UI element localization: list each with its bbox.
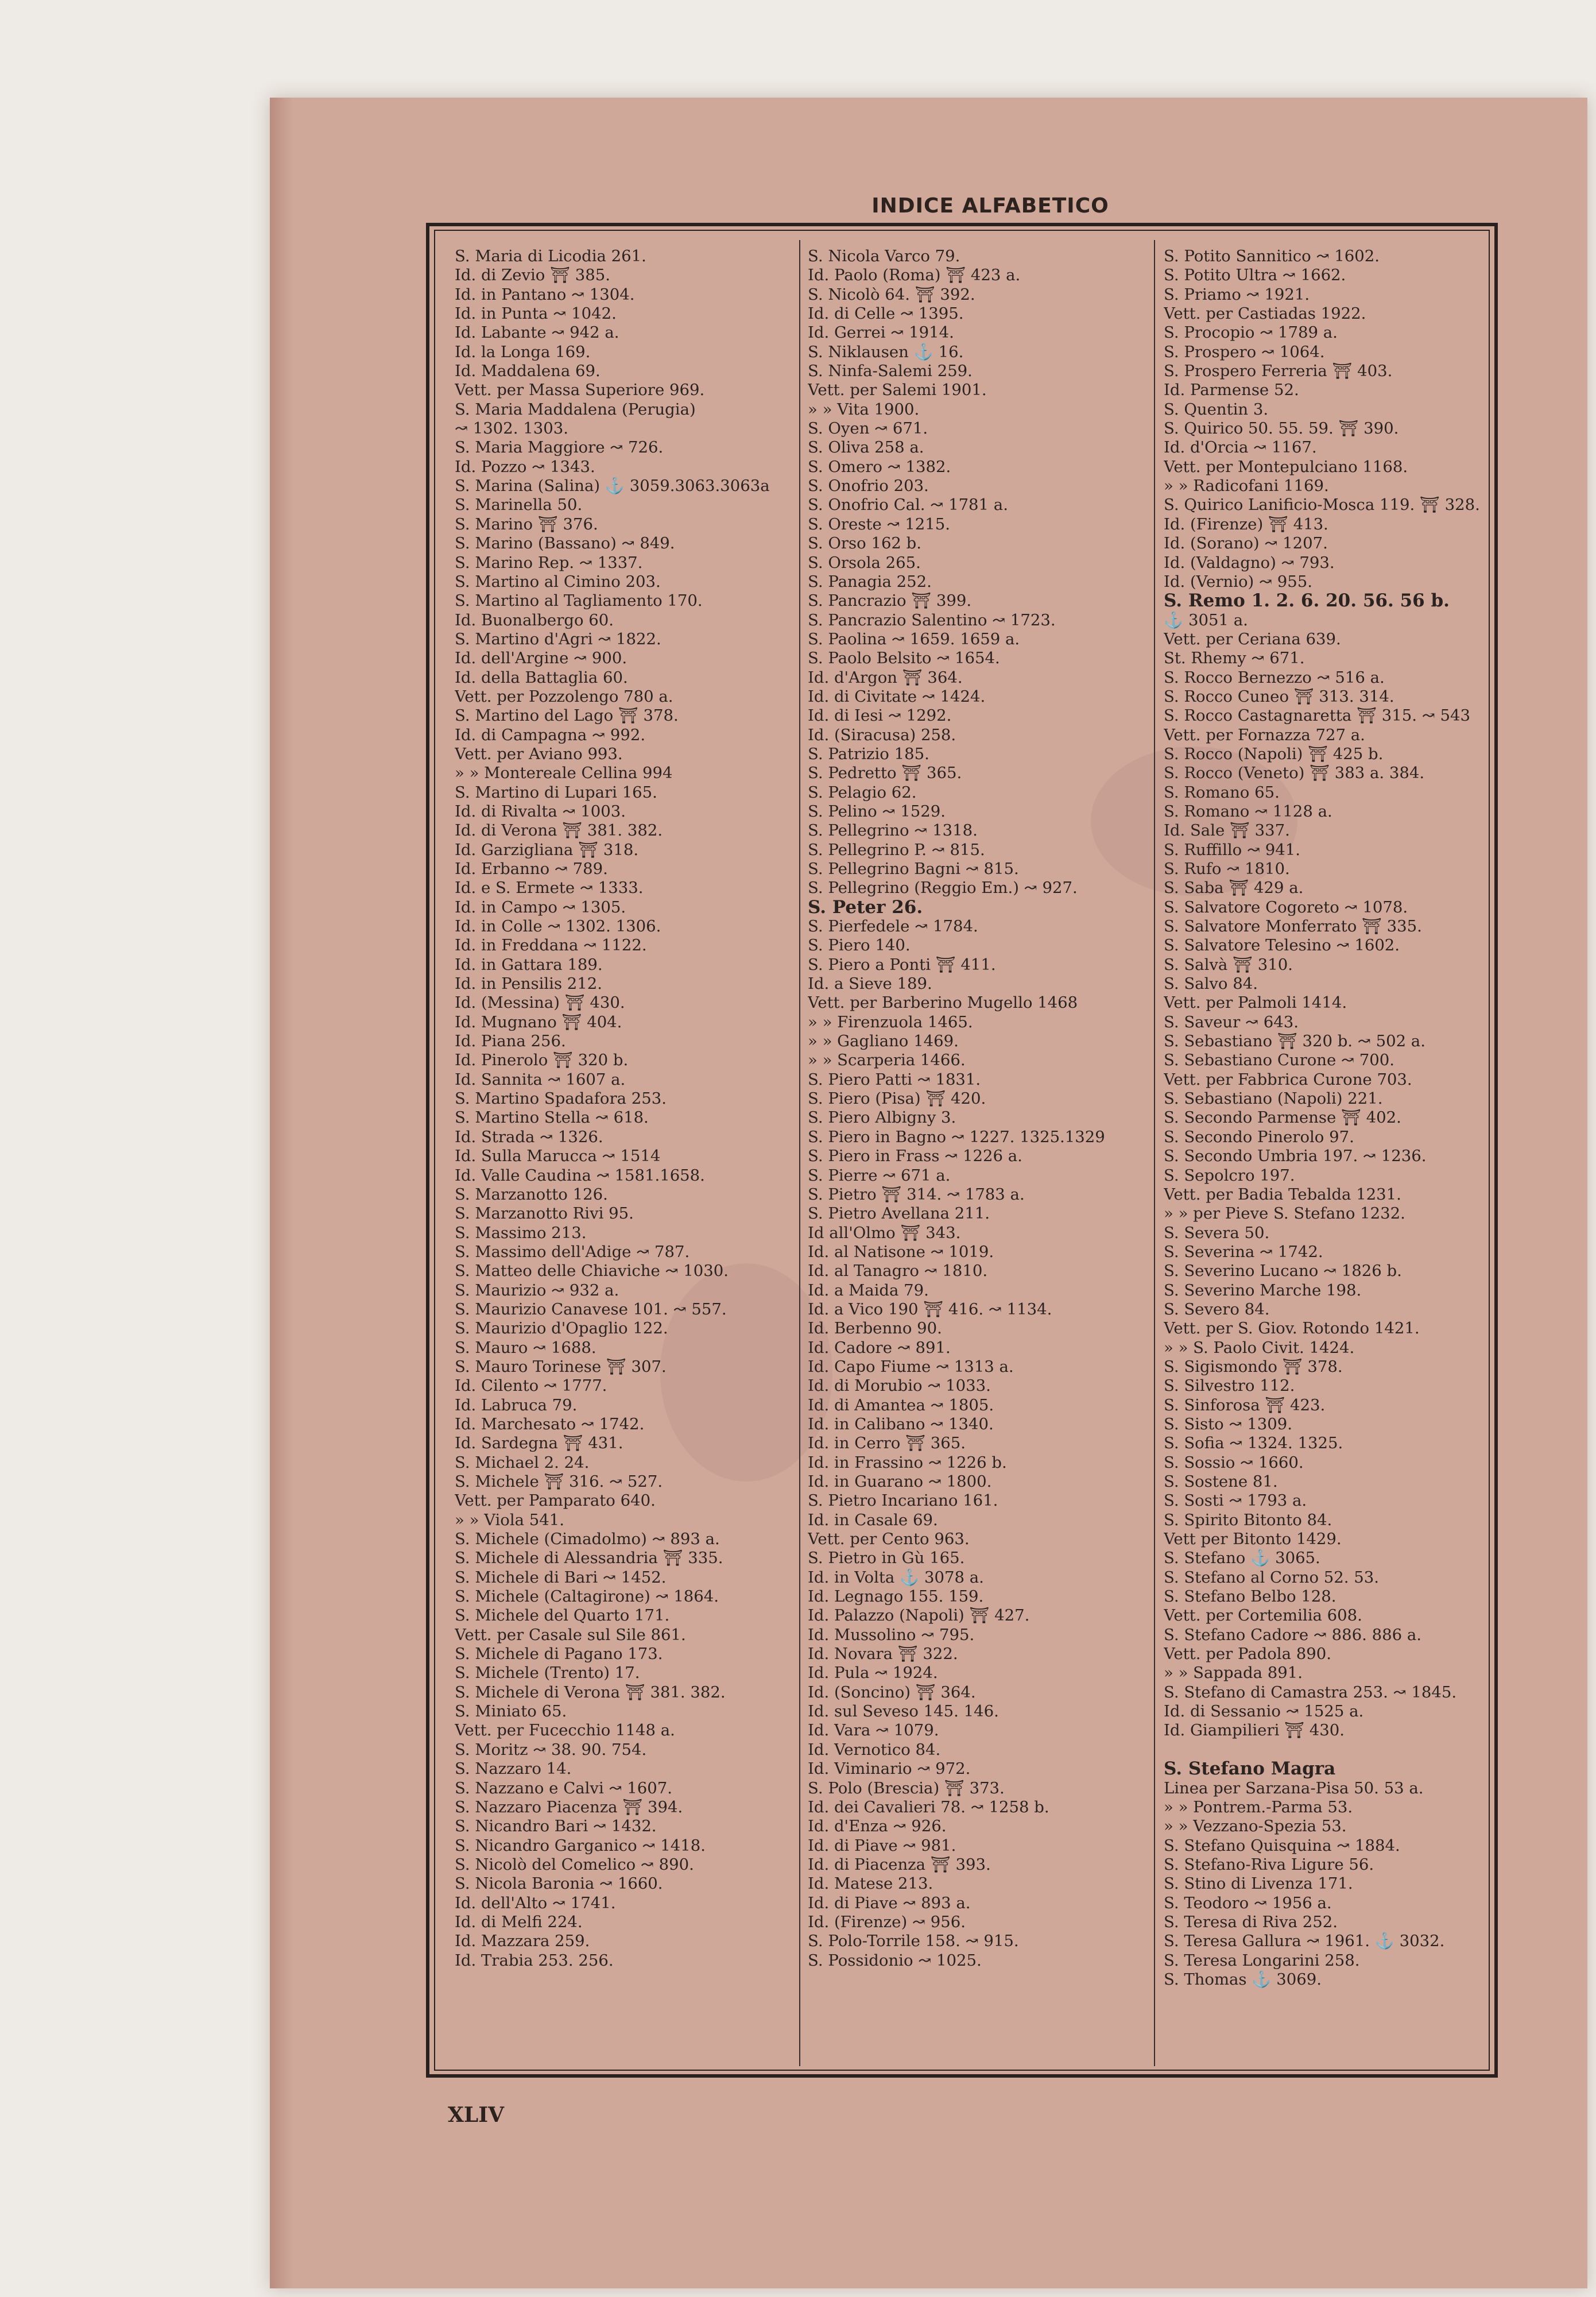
index-entry: S. Stefano di Camastra 253. ↝ 1845.	[1164, 1683, 1457, 1702]
index-entry: S. Rocco (Veneto) ⛩ 383 a. 384.	[1164, 764, 1425, 783]
index-entry: » » Pontrem.-Parma 53.	[1164, 1797, 1353, 1816]
index-entry: S. Quentin 3.	[1164, 400, 1269, 419]
index-entry: S. Marino (Bassano) ↝ 849.	[455, 534, 675, 553]
index-entry: Id. Erbanno ↝ 789.	[455, 860, 608, 878]
index-entry: Id. Pinerolo ⛩ 320 b.	[455, 1051, 629, 1070]
index-entry: Vett. per Fucecchio 1148 a.	[455, 1721, 675, 1740]
index-entry: Vett. per Padola 890.	[1164, 1645, 1331, 1664]
index-entry: S. Martino del Lago ⛩ 378.	[455, 706, 679, 725]
index-entry: Id. al Tanagro ↝ 1810.	[808, 1262, 988, 1281]
index-entry: Id. Giampilieri ⛩ 430.	[1164, 1721, 1345, 1740]
index-entry: S. Paolina ↝ 1659. 1659 a.	[808, 629, 1020, 648]
index-entry: S. Pietro Incariano 161.	[808, 1491, 998, 1510]
index-entry: S. Maurizio ↝ 932 a.	[455, 1281, 619, 1300]
index-entry: Id. in Gattara 189.	[455, 955, 603, 974]
index-entry: S. Romano 65.	[1164, 783, 1280, 802]
index-entry: S. Prospero Ferreria ⛩ 403.	[1164, 362, 1393, 381]
index-entry: S. Piero in Bagno ↝ 1227. 1325.1329	[808, 1127, 1105, 1146]
index-entry: Id. Sulla Marucca ↝ 1514	[455, 1147, 661, 1166]
index-entry: Id. di Amantea ↝ 1805.	[808, 1395, 994, 1414]
index-entry: S. Maurizio d'Opaglio 122.	[455, 1319, 668, 1338]
index-entry: S. Matteo delle Chiaviche ↝ 1030.	[455, 1262, 729, 1281]
index-entry: S. Michele ⛩ 316. ↝ 527.	[455, 1472, 663, 1491]
index-entry: S. Sebastiano ⛩ 320 b. ↝ 502 a.	[1164, 1032, 1425, 1051]
index-entry: Vett. per Ceriana 639.	[1164, 629, 1341, 648]
index-entry: S. Marzanotto 126.	[455, 1185, 608, 1204]
index-entry: S. Nicola Baronia ↝ 1660.	[455, 1874, 663, 1893]
index-entry: S. Severo 84.	[1164, 1300, 1270, 1318]
index-entry: Id. Capo Fiume ↝ 1313 a.	[808, 1357, 1014, 1376]
index-entry: S. Pellegrino ↝ 1318.	[808, 821, 978, 840]
index-entry: Id. Pula ↝ 1924.	[808, 1664, 938, 1683]
index-entry: S. Marino ⛩ 376.	[455, 515, 598, 533]
index-entry: Id. in Casale 69.	[808, 1510, 938, 1529]
index-entry: Id. di Sessanio ↝ 1525 a.	[1164, 1702, 1364, 1721]
index-entry: Id. la Longa 169.	[455, 342, 591, 361]
index-entry: S. Quirico Lanificio-Mosca 119. ⛩ 328.	[1164, 496, 1480, 515]
index-entry: » » Viola 541.	[455, 1510, 565, 1529]
index-entry: S. Rocco (Napoli) ⛩ 425 b.	[1164, 744, 1384, 763]
index-entry: Id. in Campo ↝ 1305.	[455, 898, 626, 917]
index-entry: S. Stefano al Corno 52. 53.	[1164, 1568, 1379, 1587]
index-entry: S. Orsola 265.	[808, 553, 921, 572]
index-entry: S. Polo (Brescia) ⛩ 373.	[808, 1778, 1005, 1797]
index-entry: » » Radicofani 1169.	[1164, 477, 1329, 496]
index-entry: S. Martino Stella ↝ 618.	[455, 1108, 649, 1127]
index-entry: S. Maria Maggiore ↝ 726.	[455, 438, 664, 457]
index-entry: S. Ninfa-Salemi 259.	[808, 362, 973, 381]
index-entry: S. Michele di Bari ↝ 1452.	[455, 1568, 667, 1587]
index-entry: Id. Cilento ↝ 1777.	[455, 1376, 607, 1395]
index-entry: S. Saba ⛩ 429 a.	[1164, 879, 1304, 898]
index-entry: Id. Buonalbergo 60.	[455, 610, 614, 629]
index-entry: Id. Sannita ↝ 1607 a.	[455, 1070, 626, 1089]
index-entry: Id. Labante ↝ 942 a.	[455, 323, 619, 342]
index-entry: S. Saveur ↝ 643.	[1164, 1012, 1299, 1031]
index-entry: S. Mauro Torinese ⛩ 307.	[455, 1357, 667, 1376]
index-entry: S. Pellegrino P. ↝ 815.	[808, 840, 985, 859]
index-entry: S. Maria Maddalena (Perugia)	[455, 400, 696, 419]
index-entry: » » Gagliano 1469.	[808, 1032, 959, 1051]
index-entry: S. Martino al Cimino 203.	[455, 572, 661, 591]
index-entry: S. Pietro in Gù 165.	[808, 1549, 965, 1568]
index-entry: Id. (Valdagno) ↝ 793.	[1164, 553, 1335, 572]
index-entry: S. Pancrazio Salentino ↝ 1723.	[808, 610, 1056, 629]
index-entry: Id. Paolo (Roma) ⛩ 423 a.	[808, 266, 1021, 285]
index-entry: Id. Mussolino ↝ 795.	[808, 1625, 975, 1644]
index-entry: Id. Vara ↝ 1079.	[808, 1721, 939, 1740]
index-entry: Vett. per Massa Superiore 969.	[455, 381, 705, 400]
index-entry: Id. (Messina) ⛩ 430.	[455, 993, 625, 1012]
index-entry: Id. Gerrei ↝ 1914.	[808, 323, 954, 342]
index-entry: Id. di Iesi ↝ 1292.	[808, 706, 952, 725]
index-entry: S. Panagia 252.	[808, 572, 932, 591]
index-entry: Vett. per Cortemilia 608.	[1164, 1606, 1362, 1625]
index-entry: Vett. per Barberino Mugello 1468	[808, 993, 1078, 1012]
index-entry: Vett. per Fabbrica Curone 703.	[1164, 1070, 1412, 1089]
index-entry: S. Nicandro Bari ↝ 1432.	[455, 1817, 657, 1836]
index-entry: S. Sofia ↝ 1324. 1325.	[1164, 1434, 1343, 1453]
index-entry: Id. di Morubio ↝ 1033.	[808, 1376, 991, 1395]
index-entry: Vett. per Aviano 993.	[455, 744, 623, 763]
index-entry: Id. Sardegna ⛩ 431.	[455, 1434, 623, 1453]
index-entry: Vett. per Castiadas 1922.	[1164, 304, 1366, 323]
index-entry: S. Martino Spadafora 253.	[455, 1089, 667, 1108]
index-entry: S. Orso 162 b.	[808, 534, 922, 553]
index-entry: S. Nazzano e Calvi ↝ 1607.	[455, 1778, 673, 1797]
index-entry: Id. in Cerro ⛩ 365.	[808, 1434, 966, 1453]
index-entry: S. Potito Ultra ↝ 1662.	[1164, 266, 1346, 285]
index-entry: S. Secondo Umbria 197. ↝ 1236.	[1164, 1147, 1427, 1166]
index-entry: St. Rhemy ↝ 671.	[1164, 649, 1305, 668]
index-entry: » » Vezzano-Spezia 53.	[1164, 1817, 1347, 1836]
index-entry: S. Piero a Ponti ⛩ 411.	[808, 955, 996, 974]
index-entry: S. Martino al Tagliamento 170.	[455, 591, 703, 610]
index-entry: Id. Garzigliana ⛩ 318.	[455, 840, 639, 859]
index-entry: S. Michele (Caltagirone) ↝ 1864.	[455, 1587, 719, 1606]
index-entry: S. Oyen ↝ 671.	[808, 419, 928, 438]
index-entry: S. Oliva 258 a.	[808, 438, 924, 457]
index-entry: Vett. per Cento 963.	[808, 1530, 970, 1549]
index-entry: S. Piero in Frass ↝ 1226 a.	[808, 1147, 1022, 1166]
index-entry: Id. e S. Ermete ↝ 1333.	[455, 879, 644, 898]
index-entry: S. Silvestro 112.	[1164, 1376, 1295, 1395]
index-entry: S. Maurizio Canavese 101. ↝ 557.	[455, 1300, 727, 1318]
index-entry: Id. Pozzo ↝ 1343.	[455, 457, 595, 476]
index-entry: S. Onofrio 203.	[808, 477, 929, 496]
index-entry: » » Scarperia 1466.	[808, 1051, 966, 1070]
index-entry: S. Severa 50.	[1164, 1223, 1270, 1242]
index-entry: Id. in Volta ⚓ 3078 a.	[808, 1568, 984, 1587]
index-entry: S. Massimo dell'Adige ↝ 787.	[455, 1242, 690, 1261]
index-entry: Id. di Piave ↝ 893 a.	[808, 1893, 971, 1912]
index-entry: Vett. per Casale sul Sile 861.	[455, 1625, 686, 1644]
index-entry: Id. dei Cavalieri 78. ↝ 1258 b.	[808, 1797, 1049, 1816]
index-entry: S. Miniato 65.	[455, 1702, 567, 1721]
index-entry: S. Martino di Lupari 165.	[455, 783, 657, 802]
index-entry: S. Pancrazio ⛩ 399.	[808, 591, 972, 610]
index-entry: S. Omero ↝ 1382.	[808, 457, 951, 476]
index-entry: Vett. per Palmoli 1414.	[1164, 993, 1347, 1012]
index-entry: S. Ruffillo ↝ 941.	[1164, 840, 1300, 859]
index-entry: S. Peter 26.	[808, 898, 923, 918]
index-entry: Id. Valle Caudina ↝ 1581.1658.	[455, 1166, 705, 1185]
index-entry: S. Massimo 213.	[455, 1223, 587, 1242]
index-entry: Id. Novara ⛩ 322.	[808, 1645, 958, 1664]
index-entry: S. Piero Patti ↝ 1831.	[808, 1070, 981, 1089]
index-entry: Id. di Campagna ↝ 992.	[455, 725, 646, 744]
index-entry: Id. in Guarano ↝ 1800.	[808, 1472, 992, 1491]
index-entry: Id. a Sieve 189.	[808, 975, 932, 993]
index-entry: S. Salvo 84.	[1164, 975, 1258, 993]
index-entry: S. Nicolò del Comelico ↝ 890.	[455, 1855, 694, 1874]
index-entry: Id. di Rivalta ↝ 1003.	[455, 802, 626, 821]
index-entry: Id. a Vico 190 ⛩ 416. ↝ 1134.	[808, 1300, 1052, 1318]
index-entry: S. Michele di Verona ⛩ 381. 382.	[455, 1683, 726, 1702]
index-entry: Id. di Verona ⛩ 381. 382.	[455, 821, 663, 840]
index-entry: S. Rocco Cuneo ⛩ 313. 314.	[1164, 687, 1394, 706]
index-entry: S. Pedretto ⛩ 365.	[808, 764, 962, 783]
index-entry: Id. Marchesato ↝ 1742.	[455, 1414, 645, 1433]
index-entry: Id. Mazzara 259.	[455, 1932, 590, 1951]
index-entry: Vett. per Pozzolengo 780 a.	[455, 687, 673, 706]
index-entry: S. Piero (Pisa) ⛩ 420.	[808, 1089, 986, 1108]
index-entry: ⚓ 3051 a.	[1164, 610, 1248, 629]
index-entry: S. Pelagio 62.	[808, 783, 917, 802]
index-entry: Id. di Celle ↝ 1395.	[808, 304, 964, 323]
index-entry: S. Salvà ⛩ 310.	[1164, 955, 1293, 974]
index-entry: Id. al Natisone ↝ 1019.	[808, 1242, 994, 1261]
index-entry: S. Mauro ↝ 1688.	[455, 1338, 596, 1357]
index-entry: Id. (Sorano) ↝ 1207.	[1164, 534, 1328, 553]
index-entry: S. Teresa Gallura ↝ 1961. ⚓ 3032.	[1164, 1932, 1445, 1951]
index-entry: Id. (Firenze) ⛩ 413.	[1164, 515, 1328, 533]
index-entry: S. Stefano Belbo 128.	[1164, 1587, 1337, 1606]
index-entry: Id. di Piacenza ⛩ 393.	[808, 1855, 991, 1874]
index-entry: Vett per Bitonto 1429.	[1164, 1530, 1342, 1549]
index-entry: S. Nicandro Garganico ↝ 1418.	[455, 1836, 706, 1855]
index-entry: S. Possidonio ↝ 1025.	[808, 1951, 982, 1970]
index-entry: S. Sigismondo ⛩ 378.	[1164, 1357, 1343, 1376]
index-entry: Id. Maddalena 69.	[455, 362, 601, 381]
index-entry: S. Patrizio 185.	[808, 744, 929, 763]
page-number: XLIV	[448, 2103, 505, 2127]
index-entry: S. Sostene 81.	[1164, 1472, 1278, 1491]
index-entry: S. Teresa Longarini 258.	[1164, 1951, 1360, 1970]
index-entry: Id. a Maida 79.	[808, 1281, 929, 1300]
index-entry: Vett. per Pamparato 640.	[455, 1491, 656, 1510]
index-entry: » » Sappada 891.	[1164, 1664, 1303, 1683]
index-entry: Id. in Frassino ↝ 1226 b.	[808, 1453, 1007, 1472]
index-entry: S. Teresa di Riva 252.	[1164, 1912, 1338, 1931]
index-entry: » » Montereale Cellina 994	[455, 764, 673, 783]
index-entry: S. Nazzaro 14.	[455, 1760, 572, 1778]
index-entry: S. Quirico 50. 55. 59. ⛩ 390.	[1164, 419, 1399, 438]
index-entry: S. Secondo Parmense ⛩ 402.	[1164, 1108, 1401, 1127]
index-entry: » » per Pieve S. Stefano 1232.	[1164, 1204, 1405, 1223]
index-entry: Id all'Olmo ⛩ 343.	[808, 1223, 961, 1242]
index-entry: S. Martino d'Agri ↝ 1822.	[455, 629, 661, 648]
index-entry: Vett. per Montepulciano 1168.	[1164, 457, 1408, 476]
index-entry: Vett. per S. Giov. Rotondo 1421.	[1164, 1319, 1420, 1338]
index-entry: Id. in Calibano ↝ 1340.	[808, 1414, 994, 1433]
index-entry: S. Stefano-Riva Ligure 56.	[1164, 1855, 1374, 1874]
index-entry: S. Sossio ↝ 1660.	[1164, 1453, 1304, 1472]
index-entry: Id. Parmense 52.	[1164, 381, 1299, 400]
page-header: INDICE ALFABETICO	[871, 194, 1109, 218]
index-entry: S. Polo-Torrile 158. ↝ 915.	[808, 1932, 1019, 1951]
index-entry: S. Secondo Pinerolo 97.	[1164, 1127, 1354, 1146]
index-entry: S. Michele di Pagano 173.	[455, 1645, 663, 1664]
index-entry: S. Thomas ⚓ 3069.	[1164, 1970, 1322, 1989]
index-entry: Id. sul Seveso 145. 146.	[808, 1702, 999, 1721]
index-entry: Id. (Siracusa) 258.	[808, 725, 956, 744]
index-entry: S. Michele di Alessandria ⛩ 335.	[455, 1549, 723, 1568]
index-entry: S. Stino di Livenza 171.	[1164, 1874, 1353, 1893]
index-entry: S. Nicolò 64. ⛩ 392.	[808, 285, 975, 304]
index-entry: S. Marina (Salina) ⚓ 3059.3063.3063a	[455, 477, 770, 496]
index-entry: S. Stefano Cadore ↝ 886. 886 a.	[1164, 1625, 1421, 1644]
index-entry: S. Pierfedele ↝ 1784.	[808, 917, 978, 936]
index-entry: S. Pierre ↝ 671 a.	[808, 1166, 951, 1185]
index-entry: Id. di Piave ↝ 981.	[808, 1836, 956, 1855]
index-entry: S. Marino Rep. ↝ 1337.	[455, 553, 643, 572]
index-entry: Id. Berbenno 90.	[808, 1319, 942, 1338]
index-entry: S. Paolo Belsito ↝ 1654.	[808, 649, 1000, 668]
index-entry: Id. dell'Argine ↝ 900.	[455, 649, 627, 668]
index-entry: Vett. per Badia Tebalda 1231.	[1164, 1185, 1401, 1204]
index-entry: Id. in Colle ↝ 1302. 1306.	[455, 917, 661, 936]
index-entry: S. Stefano ⚓ 3065.	[1164, 1549, 1320, 1568]
index-entry: Id. in Pensilis 212.	[455, 975, 603, 993]
index-entry: Vett. per Salemi 1901.	[808, 381, 987, 400]
index-entry: S. Moritz ↝ 38. 90. 754.	[455, 1740, 647, 1759]
index-entry: S. Piero Albigny 3.	[808, 1108, 956, 1127]
index-entry: S. Nazzaro Piacenza ⛩ 394.	[455, 1797, 683, 1816]
index-entry: Id. in Freddana ↝ 1122.	[455, 936, 647, 955]
index-entry: Id. Mugnano ⛩ 404.	[455, 1012, 622, 1031]
index-entry: S. Sisto ↝ 1309.	[1164, 1414, 1292, 1433]
index-entry: S. Potito Sannitico ↝ 1602.	[1164, 247, 1380, 265]
index-entry: Id. in Punta ↝ 1042.	[455, 304, 617, 323]
index-entry: S. Piero 140.	[808, 936, 911, 955]
index-entry: S. Michele del Quarto 171.	[455, 1606, 670, 1625]
index-entry: S. Remo 1. 2. 6. 20. 56. 56 b.	[1164, 591, 1450, 611]
index-entry: S. Pietro Avellana 211.	[808, 1204, 990, 1223]
index-entry: Id. Cadore ↝ 891.	[808, 1338, 951, 1357]
index-entry: S. Sebastiano (Napoli) 221.	[1164, 1089, 1383, 1108]
index-entry: S. Severino Marche 198.	[1164, 1281, 1362, 1300]
index-entry: Id. di Melfi 224.	[455, 1912, 583, 1931]
index-entry: S. Rocco Castagnaretta ⛩ 315. ↝ 543	[1164, 706, 1470, 725]
index-entry: Vett. per Fornazza 727 a.	[1164, 725, 1365, 744]
index-entry: S. Priamo ↝ 1921.	[1164, 285, 1310, 304]
index-entry: S. Nicola Varco 79.	[808, 247, 960, 265]
index-entry: S. Prospero ↝ 1064.	[1164, 342, 1325, 361]
index-entry: Id. Piana 256.	[455, 1032, 566, 1051]
index-entry: S. Salvatore Telesino ↝ 1602.	[1164, 936, 1400, 955]
index-entry: S. Sinforosa ⛩ 423.	[1164, 1395, 1326, 1414]
index-entry: S. Rocco Bernezzo ↝ 516 a.	[1164, 668, 1385, 687]
index-entry: S. Pelino ↝ 1529.	[808, 802, 946, 821]
index-entry: S. Romano ↝ 1128 a.	[1164, 802, 1332, 821]
index-entry: Id. Trabia 253. 256.	[455, 1951, 614, 1970]
index-entry: ↝ 1302. 1303.	[455, 419, 568, 438]
index-entry: Id. Sale ⛩ 337.	[1164, 821, 1290, 840]
index-entry: S. Sebastiano Curone ↝ 700.	[1164, 1051, 1395, 1070]
index-entry: S. Salvatore Monferrato ⛩ 335.	[1164, 917, 1422, 936]
index-entry: S. Procopio ↝ 1789 a.	[1164, 323, 1338, 342]
index-entry: Id. di Civitate ↝ 1424.	[808, 687, 986, 706]
index-entry: S. Stefano Quisquina ↝ 1884.	[1164, 1836, 1400, 1855]
index-entry: Id. d'Enza ↝ 926.	[808, 1817, 947, 1836]
index-entry: Id. della Battaglia 60.	[455, 668, 628, 687]
index-entry: Id. Strada ↝ 1326.	[455, 1127, 603, 1146]
index-entry: Id. d'Orcia ↝ 1167.	[1164, 438, 1317, 457]
index-entry: S. Rufo ↝ 1810.	[1164, 860, 1290, 878]
index-entry: Id. (Soncino) ⛩ 364.	[808, 1683, 976, 1702]
index-entry: S. Michele (Trento) 17.	[455, 1664, 640, 1683]
index-entry: » » Vita 1900.	[808, 400, 920, 419]
index-entry: S. Maria di Licodia 261.	[455, 247, 646, 265]
index-entry: Id. Labruca 79.	[455, 1395, 578, 1414]
index-entry: S. Michele (Cimadolmo) ↝ 893 a.	[455, 1530, 720, 1549]
index-entry: Id. di Zevio ⛩ 385.	[455, 266, 610, 285]
index-entry: S. Michael 2. 24.	[455, 1453, 590, 1472]
index-entry: » » S. Paolo Civit. 1424.	[1164, 1338, 1355, 1357]
index-column-2	[808, 247, 1158, 1970]
index-entry: Id. Viminario ↝ 972.	[808, 1760, 971, 1778]
index-entry: S. Salvatore Cogoreto ↝ 1078.	[1164, 898, 1408, 917]
index-entry: S. Pellegrino (Reggio Em.) ↝ 927.	[808, 879, 1078, 898]
index-entry: Id. (Firenze) ↝ 956.	[808, 1912, 966, 1931]
index-column-1	[455, 247, 805, 1970]
index-entry: S. Onofrio Cal. ↝ 1781 a.	[808, 496, 1008, 515]
index-entry: Id. (Vernio) ↝ 955.	[1164, 572, 1312, 591]
index-entry: S. Severina ↝ 1742.	[1164, 1242, 1323, 1261]
index-entry: S. Niklausen ⚓ 16.	[808, 342, 964, 361]
index-entry: S. Sosti ↝ 1793 a.	[1164, 1491, 1307, 1510]
index-entry	[1164, 1741, 1514, 1760]
index-entry: S. Marinella 50.	[455, 496, 583, 515]
index-entry: Id. Matese 213.	[808, 1874, 933, 1893]
index-entry: S. Pietro ⛩ 314. ↝ 1783 a.	[808, 1185, 1025, 1204]
index-entry: S. Spirito Bitonto 84.	[1164, 1510, 1332, 1529]
index-column-3	[1164, 247, 1514, 1989]
index-entry: S. Oreste ↝ 1215.	[808, 515, 950, 533]
page-spine-shadow	[270, 98, 293, 2288]
index-entry: Id. Vernotico 84.	[808, 1740, 941, 1759]
index-entry: Id. Legnago 155. 159.	[808, 1587, 984, 1606]
index-entry: S. Teodoro ↝ 1956 a.	[1164, 1893, 1332, 1912]
index-entry: S. Severino Lucano ↝ 1826 b.	[1164, 1262, 1402, 1281]
index-entry: S. Stefano Magra	[1164, 1760, 1336, 1779]
index-entry: Linea per Sarzana-Pisa 50. 53 a.	[1164, 1778, 1424, 1797]
index-entry: Id. dell'Alto ↝ 1741.	[455, 1893, 616, 1912]
index-entry: » » Firenzuola 1465.	[808, 1012, 973, 1031]
index-entry: S. Marzanotto Rivi 95.	[455, 1204, 634, 1223]
index-entry: S. Pellegrino Bagni ↝ 815.	[808, 860, 1019, 878]
index-entry: Id. d'Argon ⛩ 364.	[808, 668, 963, 687]
index-entry: S. Sepolcro 197.	[1164, 1166, 1295, 1185]
index-entry: Id. in Pantano ↝ 1304.	[455, 285, 635, 304]
index-entry: Id. Palazzo (Napoli) ⛩ 427.	[808, 1606, 1030, 1625]
